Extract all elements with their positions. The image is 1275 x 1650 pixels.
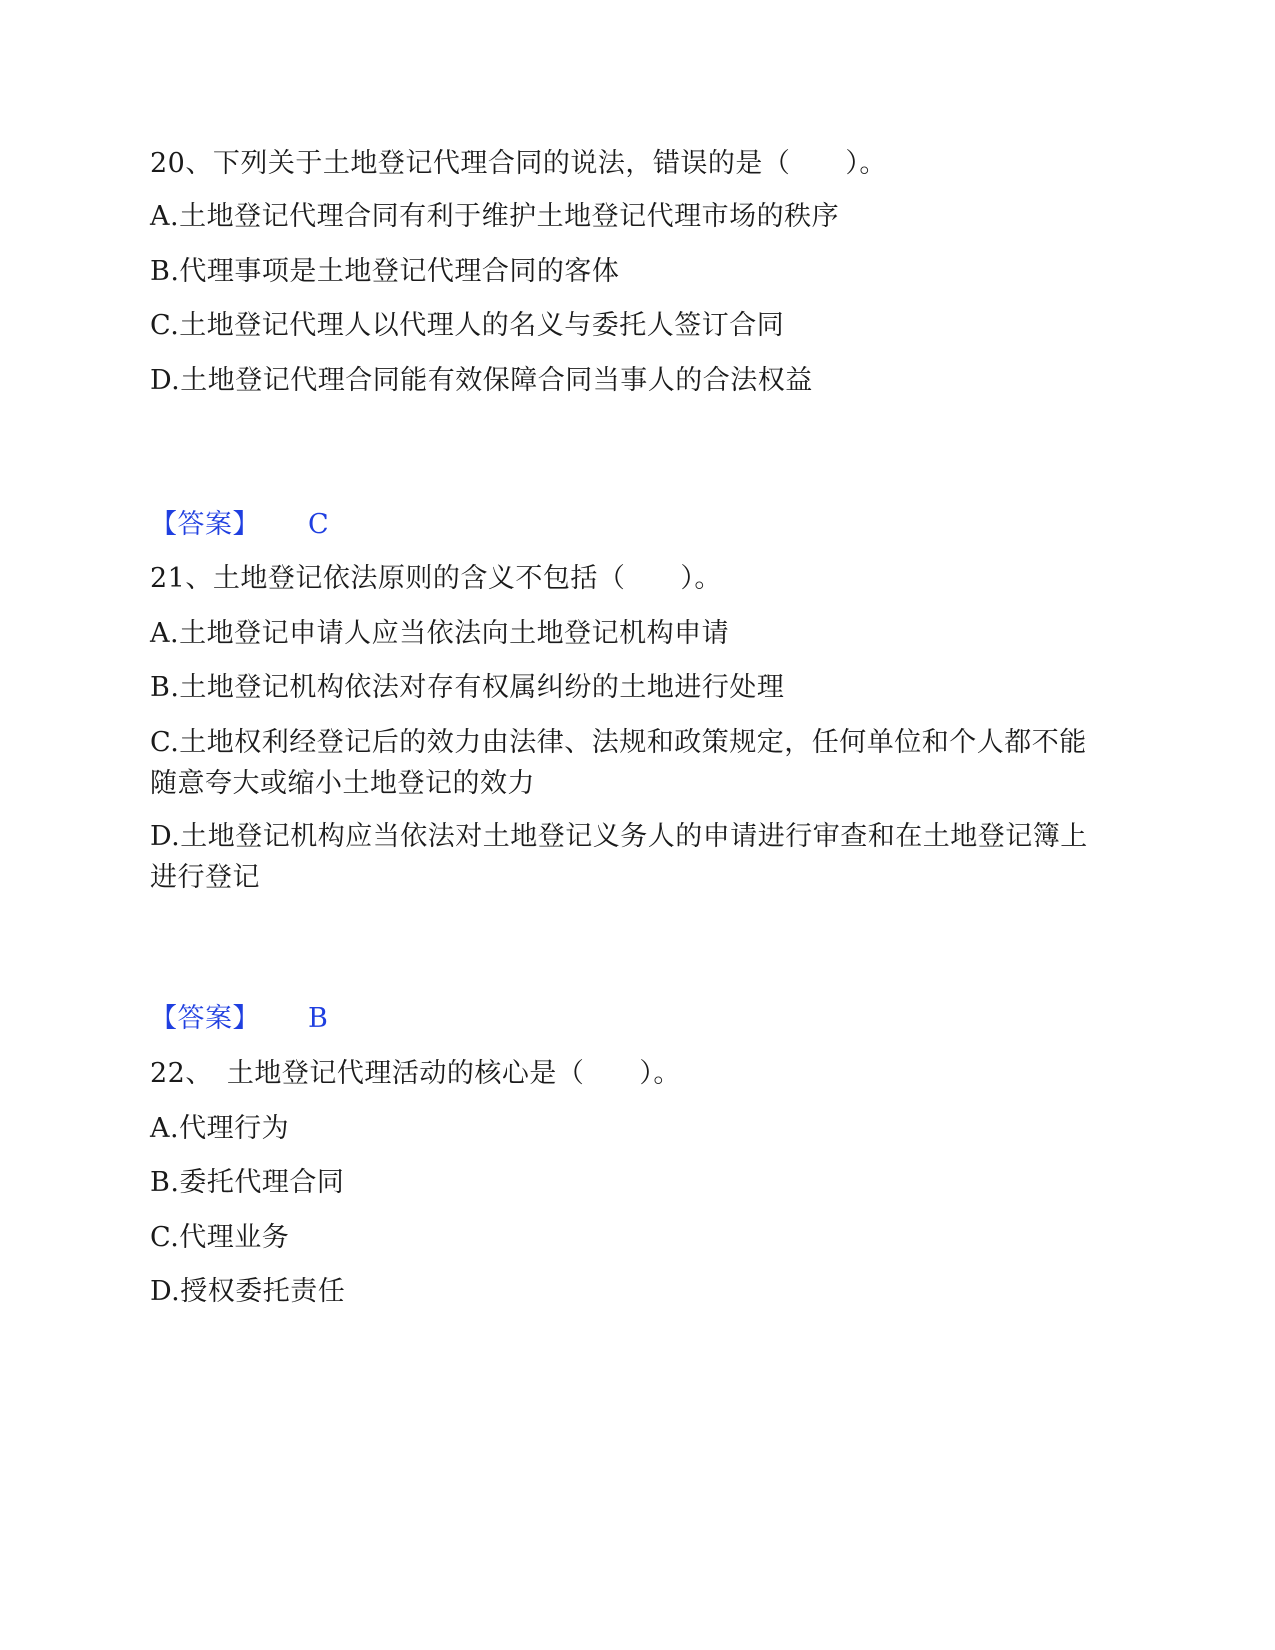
question-21-option-c: C.土地权利经登记后的效力由法律、法规和政策规定，任何单位和个人都不能随意夸大或缩小土地登记的效力	[150, 727, 1087, 799]
answer-label: 【答案】	[150, 509, 260, 540]
question-22-stem: 22、 土地登记代理活动的核心是（ ）。	[150, 1058, 681, 1089]
question-21-answer	[150, 998, 1110, 1039]
question-22-option-d: D.授权委托责任	[150, 1276, 346, 1307]
answer-value: B	[308, 1003, 329, 1034]
question-20-option-b: B.代理事项是土地登记代理合同的客体	[150, 256, 620, 287]
question-22-option-b: B.委托代理合同	[150, 1167, 345, 1198]
question-20-option-a: A.土地登记代理合同有利于维护土地登记代理市场的秩序	[150, 201, 840, 232]
question-21-option-a: A.土地登记申请人应当依法向土地登记机构申请	[150, 618, 730, 649]
answer-value: C	[308, 509, 330, 540]
question-22-option-a: A.代理行为	[150, 1113, 290, 1144]
question-22-option-c: C.代理业务	[150, 1222, 290, 1253]
question-21-stem: 21、土地登记依法原则的含义不包括（ ）。	[150, 563, 722, 594]
question-20-answer	[150, 504, 1110, 545]
question-21-option-d: D.土地登记机构应当依法对土地登记义务人的申请进行审查和在土地登记簿上进行登记	[150, 821, 1088, 893]
answer-label: 【答案】	[150, 1003, 260, 1034]
question-20-option-c: C.土地登记代理人以代理人的名义与委托人签订合同	[150, 310, 785, 341]
question-21-option-b: B.土地登记机构依法对存有权属纠纷的土地进行处理	[150, 672, 785, 703]
question-20-option-d: D.土地登记代理合同能有效保障合同当事人的合法权益	[150, 365, 813, 396]
question-20-stem: 20、下列关于土地登记代理合同的说法，错误的是（ ）。	[150, 148, 887, 179]
